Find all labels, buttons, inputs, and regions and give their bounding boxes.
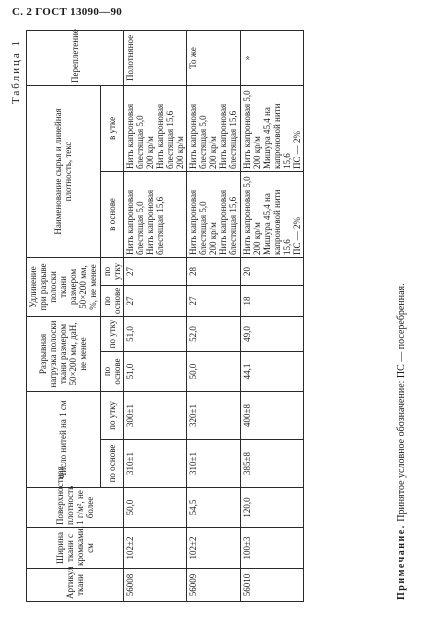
cell-finish: Полотняное <box>123 30 186 85</box>
cell-load-warp: 50,0 <box>187 352 240 392</box>
cell-finish: » <box>240 30 303 85</box>
cell-article: 56008 <box>123 569 186 602</box>
cell-load-weft: 49,0 <box>240 316 303 351</box>
cell-density: 54,5 <box>187 488 240 528</box>
cell-yarn-weft: Нить капроновая блестящая 5,0 200 кр/м Нить капроновая блестящая 15,6 200 кр/м <box>123 85 186 171</box>
col-load-warp: по основе <box>100 352 123 392</box>
note-text: Принятое условное обозначение: ПС — посеребренная. <box>396 283 407 522</box>
col-yarn: Наименование сырья и линейная плотность, текс <box>27 85 101 257</box>
rotated-table-block <box>8 29 420 604</box>
col-density: Поверхностная плотность 1 г/м², не более <box>27 488 124 528</box>
cell-article: 56010 <box>240 569 303 602</box>
col-load-weft: по утку <box>100 316 123 351</box>
col-yarn-warp: в основе <box>100 171 123 257</box>
cell-yarn-warp: Нить капроновая блестящая 5,0 Нить капроновая блестящая 15,6 <box>123 171 186 257</box>
cell-elong-warp: 27 <box>187 285 240 316</box>
col-article: Артикул ткани <box>27 569 124 602</box>
table-row <box>240 30 303 601</box>
cell-yarn-warp: Нить капроновая блестящая 5,0 200 кр/м Нить капроновая блестящая 15,6 <box>187 171 240 257</box>
table-caption: Таблица 1 <box>10 39 22 105</box>
cell-threads-warp: 385±8 <box>240 440 303 488</box>
col-elong-warp: по основе <box>100 285 123 316</box>
table-note <box>396 283 407 600</box>
col-elong-weft: по утку <box>100 257 123 285</box>
note-label: Примечание. <box>396 524 407 600</box>
table-row <box>187 30 240 601</box>
col-threads-weft: по утку <box>100 392 123 440</box>
cell-article: 56009 <box>187 569 240 602</box>
col-finish: Переплетение <box>27 30 124 85</box>
cell-width: 102±2 <box>123 528 186 569</box>
cell-threads-weft: 400±8 <box>240 392 303 440</box>
cell-density: 120,0 <box>240 488 303 528</box>
cell-threads-weft: 300±1 <box>123 392 186 440</box>
cell-yarn-weft: Нить капроновая блестящая 5,0 200 кр/м Нить капроновая блестящая 15,6 <box>187 85 240 171</box>
col-threads: Число нитей на 1 см <box>27 392 101 488</box>
cell-load-warp: 51,0 <box>123 352 186 392</box>
cell-elong-weft: 28 <box>187 257 240 285</box>
cell-elong-weft: 27 <box>123 257 186 285</box>
cell-threads-warp: 310±1 <box>187 440 240 488</box>
cell-elong-warp: 27 <box>123 285 186 316</box>
cell-yarn-weft: Нить капроновая 5,0 200 кр/м Мишура 45,4 на капроновой нити 15,6 ПС — 2% <box>240 85 303 171</box>
cell-load-weft: 51,0 <box>123 316 186 351</box>
cell-width: 100±3 <box>240 528 303 569</box>
col-threads-warp: по основе <box>100 440 123 488</box>
col-load: Разрывная нагрузка полоски ткани размером 50×200 мм, даН, не менее <box>27 316 101 391</box>
cell-elong-warp: 18 <box>240 285 303 316</box>
col-elongation: Удлинение при разрыве полоски ткани размером 50×200 мм, %, не менее <box>27 257 101 316</box>
cell-elong-weft: 20 <box>240 257 303 285</box>
col-width: Ширина ткани с кромками, см <box>27 528 124 569</box>
cell-finish: То же <box>187 30 240 85</box>
cell-yarn-warp: Нить капроновая 5,0 200 кр/м Мишура 45,4 на капроновой нити 15,6 ПС — 2% <box>240 171 303 257</box>
cell-load-weft: 52,0 <box>187 316 240 351</box>
col-yarn-weft: в утке <box>100 85 123 171</box>
table-row <box>123 30 186 601</box>
fabric-table <box>26 30 304 602</box>
page-header: С. 2 ГОСТ 13090—90 <box>12 6 123 18</box>
cell-load-warp: 44,1 <box>240 352 303 392</box>
cell-threads-weft: 320±1 <box>187 392 240 440</box>
cell-threads-warp: 310±1 <box>123 440 186 488</box>
cell-density: 50,0 <box>123 488 186 528</box>
cell-width: 102±2 <box>187 528 240 569</box>
